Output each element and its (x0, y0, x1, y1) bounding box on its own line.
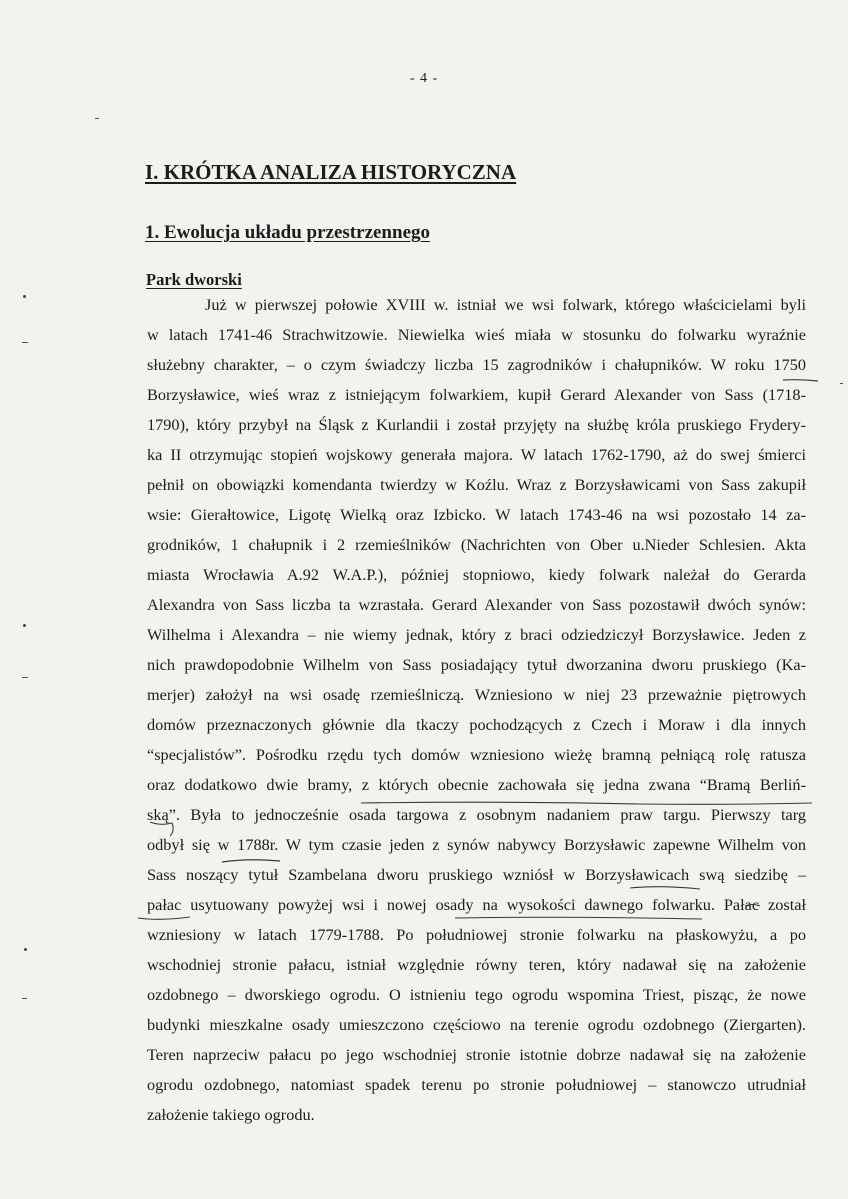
text-line: Alexandra von Sass liczba ta wzrastała. Gerard Alexander von Sass pozostawił dwóch synów: (147, 595, 806, 614)
text-line: pełnił on obowiązki komendanta twierdzy w Koźlu. Wraz z Borzysławicami von Sass zakupił (147, 475, 806, 494)
text-line: pałac usytuowany powyżej wsi i nowej osady na wysokości dawnego folwarku. Pałac został (147, 895, 806, 914)
page-number: - 4 - (409, 71, 439, 86)
text-line: wsie: Gierałtowice, Ligotę Wielką oraz Izbicko. W latach 1743-46 na wsi pozostało 14 za- (147, 505, 806, 524)
text-line: założenie takiego ogrodu. (147, 1105, 315, 1124)
text-line: w latach 1741-46 Strachwitzowie. Niewielka wieś miała w stosunku do folwarku wyraźnie (147, 325, 806, 344)
text-line: grodników, 1 chałupnik i 2 rzemieślników (Nachrichten von Ober u.Nieder Schlesien. Akta (147, 535, 806, 554)
text-line: Borzysławice, wieś wraz z istniejącym folwarkiem, kupił Gerard Alexander von Sass (1718- (147, 385, 806, 404)
text-line: domów przeznaczonych głównie dla tkaczy pochodzących z Czech i Moraw i dla innych (147, 715, 806, 734)
margin-dot (24, 948, 27, 951)
margin-dot (23, 295, 26, 298)
text-line: służebny charakter, – o czym świadczy liczba 15 zagrodników i chałupników. W roku 1750 (147, 355, 806, 374)
text-line: 1790), który przybył na Śląsk z Kurlandii i został przyjęty na służbę króla pruskiego Frydery- (147, 415, 806, 434)
margin-dash (22, 677, 28, 678)
section-title: 1. Ewolucja układu przestrzennego (145, 222, 430, 243)
text-line: budynki mieszkalne osady umieszczono częściowo na terenie ogrodu ozdobnego (Ziergarten). (147, 1015, 806, 1034)
text-line: ozdobnego – dworskiego ogrodu. O istnieniu tego ogrodu wspomina Triest, pisząc, że nowe (147, 985, 806, 1004)
text-line: Już w pierwszej połowie XVIII w. istniał we wsi folwark, którego właścicielami byli (205, 295, 806, 314)
text-line: ską”. Była to jednocześnie osada targowa z osobnym nadaniem praw targu. Pierwszy targ (147, 805, 806, 824)
text-line: nich prawdopodobnie Wilhelm von Sass posiadający tytuł dworzanina dworu pruskiego (Ka- (147, 655, 806, 674)
text-line: “specjalistów”. Pośrodku rzędu tych domów wzniesiono wieżę bramną pełniącą rolę ratusza (147, 745, 806, 764)
text-line: Sass noszący tytuł Szambelana dworu pruskiego wzniósł w Borzysławicach swą siedzibę – (147, 865, 806, 884)
text-line: ogrodu ozdobnego, natomiast spadek terenu po stronie południowej – stanowczo utrudniał (147, 1075, 806, 1094)
text-line: ka II otrzymując stopień wojskowy generała majora. W latach 1762-1790, aż do swej śmierci (147, 445, 806, 464)
margin-dash (840, 383, 843, 384)
text-line: wschodniej stronie pałacu, istniał względnie równy teren, który nadawał się na założenie (147, 955, 806, 974)
chapter-title: I. KRÓTKA ANALIZA HISTORYCZNA (145, 160, 517, 184)
subsection-title: Park dworski (146, 270, 242, 289)
margin-dash (22, 342, 28, 343)
text-line: Teren naprzeciw pałacu po jego wschodniej stronie istotnie dobrze nadawał się na założenie (147, 1045, 806, 1064)
text-line: oraz dodatkowo dwie bramy, z których obecnie zachowała się jedna zwana “Bramą Berliń- (147, 775, 806, 794)
text-line: miasta Wrocławia A.92 W.A.P.), później stopniowo, kiedy folwark należał do Gerarda (147, 565, 806, 584)
margin-dot (23, 624, 26, 627)
text-line: merjer) założył na wsi osadę rzemieślniczą. Wzniesiono w niej 23 przeważnie piętrowych (147, 685, 806, 704)
text-line: wzniesiony w latach 1779-1788. Po południowej stronie folwarku na płaskowyżu, a po (147, 925, 806, 944)
text-line: Wilhelma i Alexandra – nie wiemy jednak, który z braci odziedziczył Borzysławice. Jeden z (147, 625, 806, 644)
text-line: odbył się w 1788r. W tym czasie jeden z synów nabywcy Borzysławic zapewne Wilhelm von (147, 835, 806, 854)
margin-dash (22, 998, 27, 999)
margin-dash (95, 118, 99, 119)
